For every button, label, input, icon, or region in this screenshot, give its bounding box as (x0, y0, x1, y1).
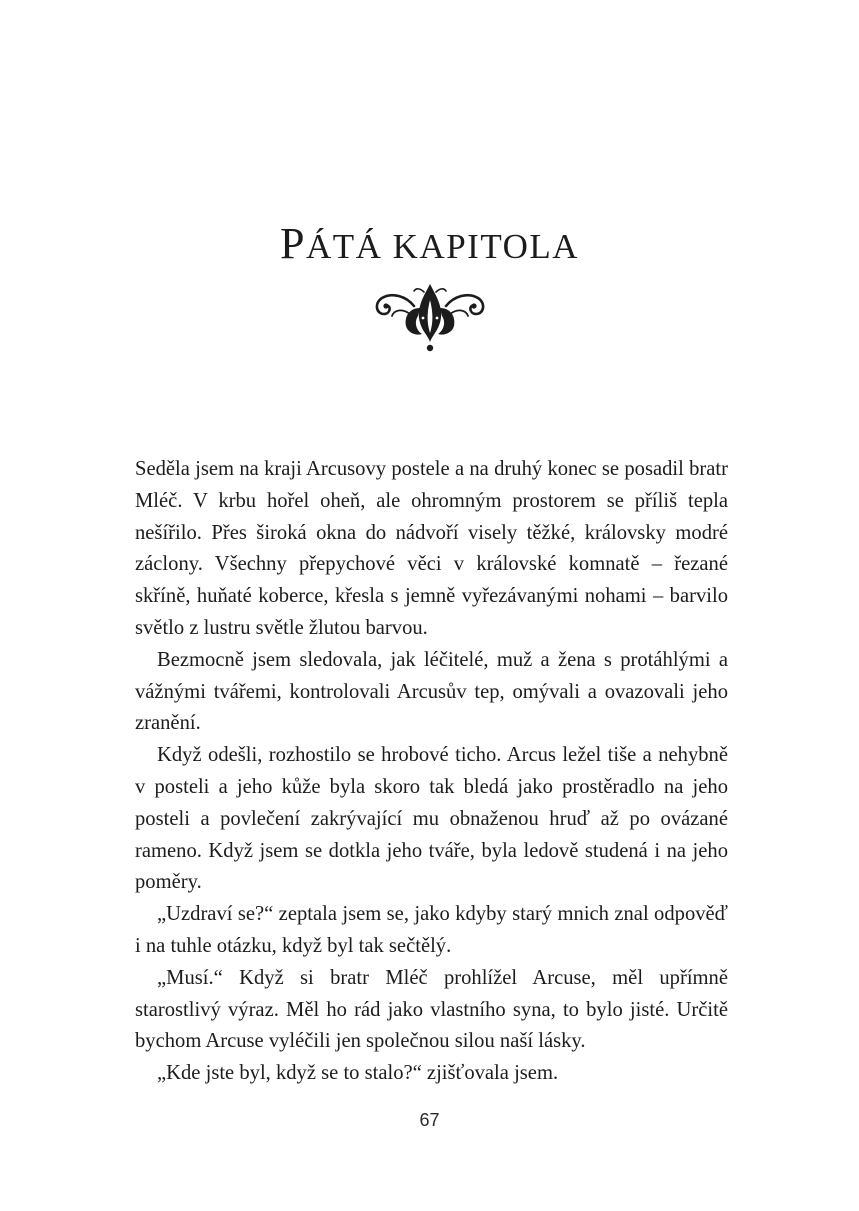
chapter-body (135, 454, 728, 1090)
chapter-title (0, 219, 859, 269)
chapter-title-rest: ÁTÁ KAPITOLA (305, 227, 580, 266)
paragraph: „Kde jste byl, když se to stalo?“ zjišťovala jsem. (157, 1062, 559, 1085)
paragraph: Bezmocně jsem sledovala, jak léčitelé, muž a žena s protáhlými a vážnými tvářemi, kontrolovali Arcusův tep, omývali a ovazovali jeho zranění. (135, 648, 728, 735)
paragraph: „Musí.“ Když si bratr Mléč prohlížel Arcuse, měl upřímně starostlivý výraz. Měl ho rád jako vlastního syna, to bylo jisté. Určitě bychom Arcuse vyléčili jen společnou silou naší lásky. (135, 966, 728, 1053)
chapter-title-initial: P (279, 219, 306, 268)
paragraph: „Uzdraví se?“ zeptala jsem se, jako kdyby starý mnich znal odpověď i na tuhle otázku, když byl tak sečtělý. (135, 903, 728, 957)
page-number: 67 (419, 1110, 440, 1130)
paragraph: Když odešli, rozhostilo se hrobové ticho. Arcus ležel tiše a nehybně v posteli a jeho kůže byla skoro tak bledá jako prostěradlo na jeho posteli a povlečení zakrývající mu obnaženou hruď až po ovázané rameno. Když jsem se dotkla jeho tváře, byla ledově studená i na jeho poměry. (135, 744, 728, 894)
paragraph: Seděla jsem na kraji Arcusovy postele a na druhý konec se posadil bratr Mléč. V krbu hořel oheň, ale ohromným prostorem se příliš tepla nešířilo. Přes široká okna do nádvoří visely těžké, královsky modré záclony. Všechny přepychové věci v královské komnatě – řezané skříně, huňaté koberce, křesla s jemně vyřezávanými nohami – barvilo světlo z lustru světle žlutou barvou. (135, 458, 728, 639)
fleuron-ornament-icon (370, 278, 490, 354)
